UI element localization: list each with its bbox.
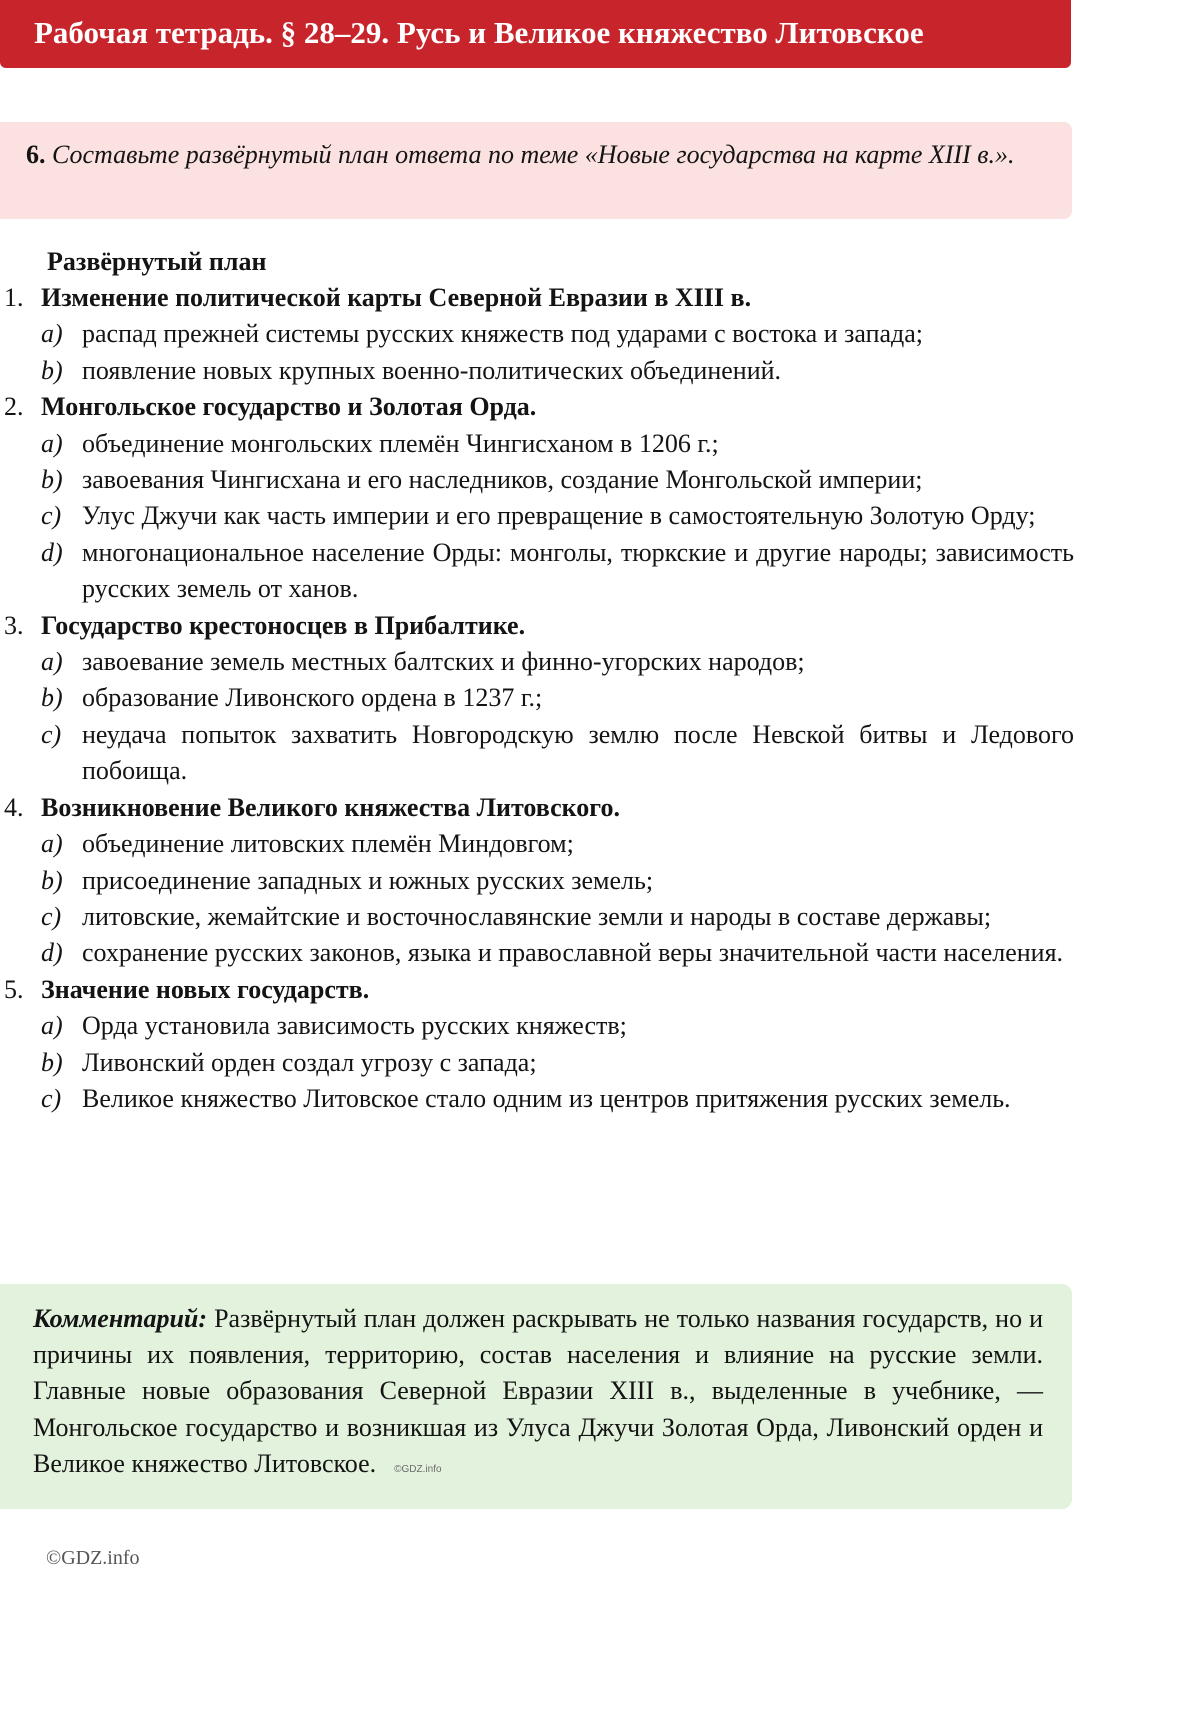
sub-item-text: Улус Джучи как часть империи и его превращение в самостоятельную Золотую Орду;	[82, 501, 1036, 531]
sub-item	[0, 462, 1077, 498]
section-title: Государство крестоносцев в Прибалтике.	[41, 610, 526, 640]
comment-label: Комментарий:	[33, 1304, 208, 1333]
sub-item	[0, 717, 1077, 790]
sub-item	[0, 680, 1077, 716]
sub-item-text: объединение монгольских племён Чингисханом в 1206 г.;	[82, 428, 719, 458]
task-box	[0, 122, 1072, 219]
section-title: Монгольское государство и Золотая Орда.	[41, 392, 537, 422]
sub-item-letter: d)	[41, 938, 63, 968]
footer-watermark: ©GDZ.info	[46, 1547, 140, 1569]
sub-item	[0, 644, 1077, 680]
sub-item-letter: b)	[41, 865, 63, 895]
sub-item-text: появление новых крупных военно-политических объединений.	[82, 355, 782, 385]
sub-item-letter: b)	[41, 465, 63, 495]
task-text-block	[26, 137, 1056, 173]
sub-item-text: Орда установила зависимость русских княжеств;	[82, 1011, 627, 1041]
comment-text: Развёрнутый план должен раскрывать не только названия государств, но и причины их появления, территорию, состав населения и влияние на русские земли. Главные новые образования Северной Евразии XIII в., выделенные в учебнике, — Монгольское государство и возникшая из Улуса Джучи Золотая Орда, Ливонский орден и Великое княжество Литовское.	[33, 1304, 1044, 1478]
sub-item	[0, 863, 1077, 899]
section-heading	[0, 280, 1077, 316]
sub-item-text: многонациональное население Орды: монголы, тюркские и другие народы; зависимость русских земель от ханов.	[82, 537, 1074, 604]
sub-item	[0, 935, 1077, 971]
sub-list	[0, 426, 1077, 608]
comment-text-block	[33, 1301, 1043, 1488]
section-number: 3.	[4, 610, 24, 640]
sub-list	[0, 1008, 1077, 1117]
sub-item-text: Ливонский орден создал угрозу с запада;	[82, 1047, 537, 1077]
section-number: 2.	[4, 392, 24, 422]
sub-item-text: сохранение русских законов, языка и православной веры значительной части населения.	[82, 938, 1064, 968]
sub-item	[0, 535, 1077, 608]
sub-item	[0, 353, 1077, 389]
task-text: Составьте развёрнутый план ответа по теме «Новые государства на карте XIII в.».	[52, 140, 1015, 169]
section-title: Возникновение Великого княжества Литовского.	[41, 792, 620, 822]
sub-item-text: образование Ливонского ордена в 1237 г.;	[82, 683, 543, 713]
section-heading	[0, 790, 1077, 826]
sub-item-text: объединение литовских племён Миндовгом;	[82, 829, 574, 859]
task-number: 6.	[26, 140, 46, 169]
plan-section	[0, 608, 1077, 790]
comment-watermark: ©GDZ.info	[394, 1463, 442, 1475]
sub-item	[0, 1045, 1077, 1081]
sub-item-text: присоединение западных и южных русских земель;	[82, 865, 654, 895]
page-title: Рабочая тетрадь. § 28–29. Русь и Великое княжество Литовское	[34, 15, 924, 50]
sub-item-letter: a)	[41, 1011, 63, 1041]
sub-item	[0, 899, 1077, 935]
sub-item-letter: c)	[41, 1083, 62, 1113]
sub-item	[0, 426, 1077, 462]
sub-item-text: завоевания Чингисхана и его наследников, создание Монгольской империи;	[82, 465, 923, 495]
comment-box	[0, 1284, 1072, 1509]
section-number: 1.	[4, 283, 24, 312]
sub-item	[0, 1008, 1077, 1044]
sub-item-letter: a)	[41, 647, 63, 677]
sub-item-letter: b)	[41, 355, 63, 385]
sub-item-text: завоевание земель местных балтских и финно-угорских народов;	[82, 647, 805, 677]
section-number: 5.	[4, 974, 24, 1004]
page-header	[0, 0, 1071, 68]
section-title: Изменение политической карты Северной Евразии в XIII в.	[41, 283, 752, 312]
sub-item-letter: d)	[41, 537, 63, 567]
sub-item-letter: a)	[41, 319, 63, 349]
sub-item-letter: a)	[41, 428, 63, 458]
sub-item	[0, 316, 1077, 352]
sub-item-letter: c)	[41, 501, 62, 531]
sub-item	[0, 498, 1077, 534]
section-title: Значение новых государств.	[41, 974, 370, 1004]
sub-item-text: литовские, жемайтские и восточнославянские земли и народы в составе державы;	[82, 901, 992, 931]
sub-list	[0, 826, 1077, 972]
sub-item-text: неудача попыток захватить Новгородскую землю после Невской битвы и Ледового побоища.	[82, 719, 1074, 786]
section-heading	[0, 608, 1077, 644]
sub-item-text: Великое княжество Литовское стало одним из центров притяжения русских земель.	[82, 1083, 1011, 1113]
sub-item	[0, 826, 1077, 862]
sub-item-letter: a)	[41, 829, 63, 859]
plan-section	[0, 790, 1077, 972]
section-number: 4.	[4, 792, 24, 822]
sub-item-letter: b)	[41, 683, 63, 713]
plan-list	[0, 280, 1077, 1117]
section-heading	[0, 389, 1077, 425]
sub-item-text: распад прежней системы русских княжеств под ударами с востока и запада;	[82, 319, 924, 349]
sub-list	[0, 316, 1077, 389]
sub-item-letter: b)	[41, 1047, 63, 1077]
sub-item-letter: c)	[41, 901, 62, 931]
sub-item-letter: c)	[41, 719, 62, 749]
sub-item	[0, 1081, 1077, 1117]
section-heading	[0, 972, 1077, 1008]
sub-list	[0, 644, 1077, 790]
plan-section	[0, 280, 1077, 389]
plan-section	[0, 389, 1077, 607]
plan-section	[0, 972, 1077, 1118]
plan-title: Развёрнутый план	[47, 247, 267, 276]
